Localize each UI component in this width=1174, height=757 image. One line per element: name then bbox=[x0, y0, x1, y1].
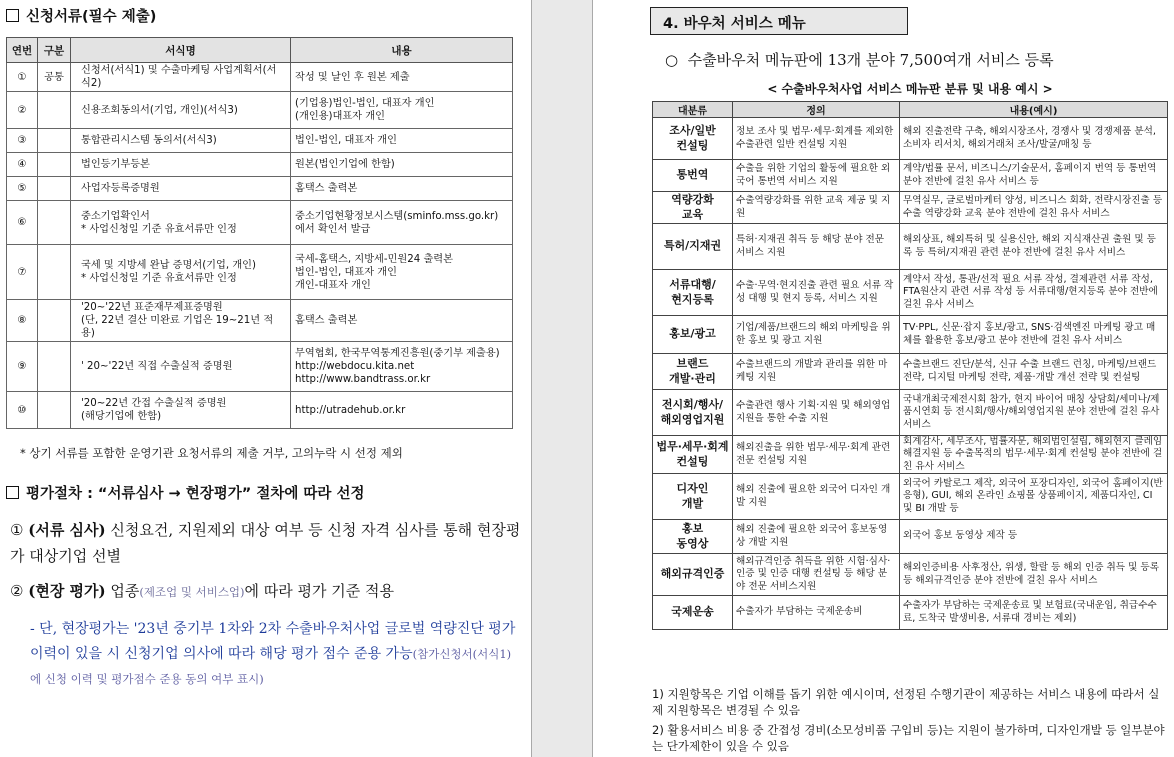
row-number-label: ③ bbox=[17, 135, 27, 147]
row-number-label: ④ bbox=[17, 159, 27, 171]
table-row bbox=[653, 474, 1168, 520]
menu-table-title: < 수출바우처사업 서비스 메뉴판 분류 및 내용 예시 > bbox=[767, 82, 1053, 96]
eval-section-title: 평가절차 : “서류심사 → 현장평가” 절차에 따라 선정 bbox=[6, 482, 364, 503]
row-number bbox=[7, 201, 38, 245]
row-content: (기업용)법인-법인, 대표자 개인 (개인용)대표자 개인 bbox=[291, 92, 513, 129]
row-definition: 수출을 위한 기업의 활동에 필요한 외국어 통번역 서비스 지원 bbox=[733, 160, 900, 192]
service-menu-table bbox=[652, 101, 1168, 630]
table-row bbox=[653, 520, 1168, 554]
row-number-label: ⑦ bbox=[17, 266, 27, 278]
required-docs-table bbox=[6, 37, 513, 429]
row-category: 법무·세무·회계 컨설팅 bbox=[653, 436, 733, 474]
docs-section-title: 신청서류(필수 제출) bbox=[6, 5, 156, 26]
row-category: 홍보/광고 bbox=[653, 316, 733, 354]
row-definition: 수출역량강화를 위한 교육 제공 및 지원 bbox=[733, 192, 900, 224]
row-definition: 해외 진출에 필요한 외국어 홍보동영상 개발 지원 bbox=[733, 520, 900, 554]
row-category: 디자인 개발 bbox=[653, 474, 733, 520]
row-content: 무역협회, 한국무역통계진흥원(중기부 제출용) http://webdocu.kita.net http://www.bandtrass.or.kr bbox=[291, 342, 513, 392]
table-row bbox=[653, 390, 1168, 436]
menu-section-title: 4. 바우처 서비스 메뉴 bbox=[663, 16, 806, 32]
row-category: 서류대행/ 현지등록 bbox=[653, 270, 733, 316]
row-number bbox=[7, 245, 38, 300]
row-content: 홈택스 출력본 bbox=[291, 300, 513, 342]
row-content: http://utradehub.or.kr bbox=[291, 392, 513, 429]
row-number bbox=[7, 342, 38, 392]
header-content: 내용 bbox=[291, 38, 513, 63]
row-definition: 수출관련 행사 기획·지원 및 해외영업지원을 통한 수출 지원 bbox=[733, 390, 900, 436]
row-number bbox=[7, 300, 38, 342]
row-definition: 정보 조사 및 법무·세무·회계를 제외한 수출관련 일반 컨설팅 지원 bbox=[733, 118, 900, 160]
row-examples: 수출브랜드 진단/분석, 신규 수출 브랜드 런칭, 마케팅/브랜드 전략, 디지털 마케팅 전략, 제품·개발 개선 전략 및 컨설팅 bbox=[900, 354, 1168, 390]
row-category: 해외규격인증 bbox=[653, 554, 733, 596]
step2-note: - 단, 현장평가는 '23년 중기부 1차와 2차 수출바우처사업 글로벌 역량진단 평가 이력이 있을 시 신청기업 의사에 따라 해당 평가 점수 준용 가능(참가신청서(서식1)에 신청 이력 및 평가점수 준용 동의 여부 표시) bbox=[30, 621, 516, 686]
row-definition: 해외규격인증 취득을 위한 시험·심사·인증 및 인증 대행 컨설팅 등 해당 분야 전문 서비스지원 bbox=[733, 554, 900, 596]
row-content: 홈택스 출력본 bbox=[291, 177, 513, 201]
row-category: 통번역 bbox=[653, 160, 733, 192]
row-type bbox=[38, 201, 71, 245]
row-examples: 계약서 작성, 통관/선적 필요 서류 작성, 결제관련 서류 작성, FTA원산지 관련 서류 작성 등 서류대행/현지등록 분야 전반에 걸친 유사 서비스 bbox=[900, 270, 1168, 316]
table-row bbox=[653, 354, 1168, 390]
table-row bbox=[653, 192, 1168, 224]
docs-note: * 상기 서류를 포함한 운영기관 요청서류의 제출 거부, 고의누락 시 선정 제외 bbox=[20, 446, 403, 460]
row-form-name: 국세 및 지방세 완납 증명서(기업, 개인) * 사업신청일 기준 유효서류만 인정 bbox=[71, 245, 291, 300]
row-type bbox=[38, 92, 71, 129]
row-definition: 수출·무역·현지진출 관련 필요 서류 작성 대행 및 현지 등록, 서비스 지원 bbox=[733, 270, 900, 316]
row-content: 중소기업현황정보시스템(sminfo.mss.go.kr)에서 확인서 발급 bbox=[291, 201, 513, 245]
table-row bbox=[7, 177, 513, 201]
row-definition: 해외 진출에 필요한 외국어 디자인 개발 지원 bbox=[733, 474, 900, 520]
table-row bbox=[7, 63, 513, 92]
table-row bbox=[7, 300, 513, 342]
row-category: 브랜드 개발·관리 bbox=[653, 354, 733, 390]
row-number bbox=[7, 153, 38, 177]
table-row bbox=[653, 224, 1168, 270]
row-examples: 계약/법률 문서, 비즈니스/기술문서, 홈페이지 번역 등 통번역 분야 전반에 걸친 유사 서비스 등 bbox=[900, 160, 1168, 192]
row-number bbox=[7, 177, 38, 201]
row-number-label: ⑤ bbox=[17, 183, 27, 195]
row-type bbox=[38, 153, 71, 177]
header-category: 대분류 bbox=[653, 102, 733, 118]
row-content: 작성 및 날인 후 원본 제출 bbox=[291, 63, 513, 92]
row-definition: 해외진출을 위한 법무·세무·회계 관련 전문 컨설팅 지원 bbox=[733, 436, 900, 474]
table-row bbox=[653, 270, 1168, 316]
table-row bbox=[653, 118, 1168, 160]
row-category: 조사/일반 컨설팅 bbox=[653, 118, 733, 160]
row-definition: 수출자가 부담하는 국제운송비 bbox=[733, 596, 900, 630]
row-definition: 기업/제품/브랜드의 해외 마케팅을 위한 홍보 및 광고 지원 bbox=[733, 316, 900, 354]
table-row bbox=[653, 160, 1168, 192]
menu-table-header bbox=[653, 102, 1168, 118]
row-number-label: ① bbox=[17, 71, 27, 83]
row-type bbox=[38, 245, 71, 300]
row-number bbox=[7, 63, 38, 92]
row-form-name: 신용조회동의서(기업, 개인)(서식3) bbox=[71, 92, 291, 129]
row-number-label: ⑨ bbox=[17, 361, 27, 373]
docs-table-body bbox=[7, 63, 513, 429]
row-definition: 특허·지재권 취득 등 해당 분야 전문 서비스 지원 bbox=[733, 224, 900, 270]
table-row bbox=[7, 92, 513, 129]
row-type bbox=[38, 177, 71, 201]
page-border-line bbox=[531, 0, 532, 757]
row-number-label: ⑥ bbox=[17, 217, 27, 229]
row-number bbox=[7, 392, 38, 429]
row-type bbox=[38, 300, 71, 342]
table-row bbox=[7, 153, 513, 177]
table-row bbox=[653, 554, 1168, 596]
row-category: 전시회/행사/ 해외영업지원 bbox=[653, 390, 733, 436]
row-content: 국세-홈택스, 지방세-민원24 출력본 법인-법인, 대표자 개인 개인-대표자 개인 bbox=[291, 245, 513, 300]
row-form-name: 사업자등록증명원 bbox=[71, 177, 291, 201]
row-examples: 외국어 홍보 동영상 제작 등 bbox=[900, 520, 1168, 554]
row-number bbox=[7, 92, 38, 129]
row-examples: 회계감사, 세무조사, 법률자문, 해외법인설립, 해외현지 클레임 해결지원 등 수출목적의 법무·세무·회계 컨설팅 분야 전반에 걸친 유사 서비스 bbox=[900, 436, 1168, 474]
row-form-name: 법인등기부등본 bbox=[71, 153, 291, 177]
row-form-name: '20~22년 간접 수출실적 증명원 (해당기업에 한함) bbox=[71, 392, 291, 429]
checkbox-square-icon bbox=[6, 9, 19, 22]
header-definition: 정의 bbox=[733, 102, 900, 118]
table-row bbox=[7, 201, 513, 245]
footnote-2: 2) 활용서비스 비용 중 간접성 경비(소모성비품 구입비 등)는 지원이 불가하며, 디자인개발 등 일부분야는 단가제한이 있을 수 있음 bbox=[652, 723, 1165, 753]
row-category: 특허/지재권 bbox=[653, 224, 733, 270]
header-no: 연번 bbox=[7, 38, 38, 63]
row-examples: 수출자가 부담하는 국제운송료 및 보험료(국내운임, 취급수수료, 도착국 발생비용, 서류대 경비는 제외) bbox=[900, 596, 1168, 630]
row-number-label: ⑩ bbox=[17, 404, 27, 416]
row-form-name: 통합관리시스템 동의서(서식3) bbox=[71, 129, 291, 153]
row-type: 공통 bbox=[38, 63, 71, 92]
docs-table-header bbox=[7, 38, 513, 63]
menu-summary: ○ 수출바우처 메뉴판에 13개 분야 7,500여개 서비스 등록 bbox=[665, 51, 1054, 69]
row-examples: 해외인증비용 사후정산, 위생, 할랄 등 해외 인증 취득 및 등록 등 해외규격인증 분야 전반에 걸친 유사 서비스 bbox=[900, 554, 1168, 596]
step1-paragraph: ① (서류 심사) 신청요건, 지원제외 대상 여부 등 신청 자격 심사를 통해 현장평가 대상기업 선별 bbox=[10, 521, 521, 565]
row-number bbox=[7, 129, 38, 153]
header-form: 서식명 bbox=[71, 38, 291, 63]
row-content: 법인-법인, 대표자 개인 bbox=[291, 129, 513, 153]
row-form-name: ' 20~'22년 직접 수출실적 증명원 bbox=[71, 342, 291, 392]
row-form-name: '20~'22년 표준재무제표증명원 (단, 22년 결산 미완료 기업은 19~21년 적용) bbox=[71, 300, 291, 342]
row-form-name: 신청서(서식1) 및 수출마케팅 사업계획서(서식2) bbox=[71, 63, 291, 92]
row-content: 원본(법인기업에 한함) bbox=[291, 153, 513, 177]
left-page bbox=[0, 0, 531, 757]
table-row bbox=[7, 245, 513, 300]
row-number-label: ⑧ bbox=[17, 315, 27, 327]
step2-paragraph: ② (현장 평가) 업종(제조업 및 서비스업)에 따라 평가 기준 적용 bbox=[10, 582, 395, 600]
table-row bbox=[7, 342, 513, 392]
row-number-label: ② bbox=[17, 104, 27, 116]
header-type: 구분 bbox=[38, 38, 71, 63]
row-category: 홍보 동영상 bbox=[653, 520, 733, 554]
row-examples: 무역실무, 글로벌마케터 양성, 비즈니스 회화, 전략시장진출 등 수출 역량강화 교육 분야 전반에 걸친 유사 서비스 bbox=[900, 192, 1168, 224]
table-row bbox=[7, 129, 513, 153]
menu-table-body bbox=[653, 118, 1168, 630]
row-form-name: 중소기업확인서 * 사업신청일 기준 유효서류만 인정 bbox=[71, 201, 291, 245]
table-row bbox=[653, 596, 1168, 630]
row-examples: 해외상표, 해외특허 및 실용신안, 해외 지식재산권 출원 및 등록 등 특허/지재권 관련 분야 전반에 걸친 유사 서비스 bbox=[900, 224, 1168, 270]
right-page bbox=[593, 0, 1174, 757]
row-examples: TV·PPL, 신문·잡지 홍보/광고, SNS·검색엔진 마케팅 광고 매체를 활용한 홍보/광고 분야 전반에 걸친 유사 서비스 bbox=[900, 316, 1168, 354]
row-type bbox=[38, 342, 71, 392]
table-row bbox=[653, 436, 1168, 474]
checkbox-square-icon bbox=[6, 486, 19, 499]
table-row bbox=[7, 392, 513, 429]
footnote-1: 1) 지원항목은 기업 이해를 돕기 위한 예시이며, 선정된 수행기관이 제공하는 서비스 내용에 따라서 실제 지원항목은 변경될 수 있음 bbox=[652, 687, 1160, 717]
row-examples: 국내개최국제전시회 참가, 현지 바이어 매칭 상담회/세미나/제품시연회 등 전시회/행사/해외영업지원 분야 전반에 걸친 유사 서비스 bbox=[900, 390, 1168, 436]
header-examples: 내용(예시) bbox=[900, 102, 1168, 118]
row-category: 국제운송 bbox=[653, 596, 733, 630]
table-row bbox=[653, 316, 1168, 354]
row-examples: 외국어 카탈로그 제작, 외국어 포장디자인, 외국어 홈페이지(반응형), GUI, 해외 온라인 쇼핑몰 상품페이지, 제품디자인, CI 및 BI 개발 등 bbox=[900, 474, 1168, 520]
row-definition: 수출브랜드의 개발과 관리를 위한 마케팅 지원 bbox=[733, 354, 900, 390]
row-type bbox=[38, 129, 71, 153]
page-gap bbox=[531, 0, 593, 757]
row-category: 역량강화 교육 bbox=[653, 192, 733, 224]
row-type bbox=[38, 392, 71, 429]
row-examples: 해외 진출전략 구축, 해외시장조사, 경쟁사 및 경쟁제품 분석, 소비자 리서치, 해외거래처 조사/발굴/매칭 등 bbox=[900, 118, 1168, 160]
